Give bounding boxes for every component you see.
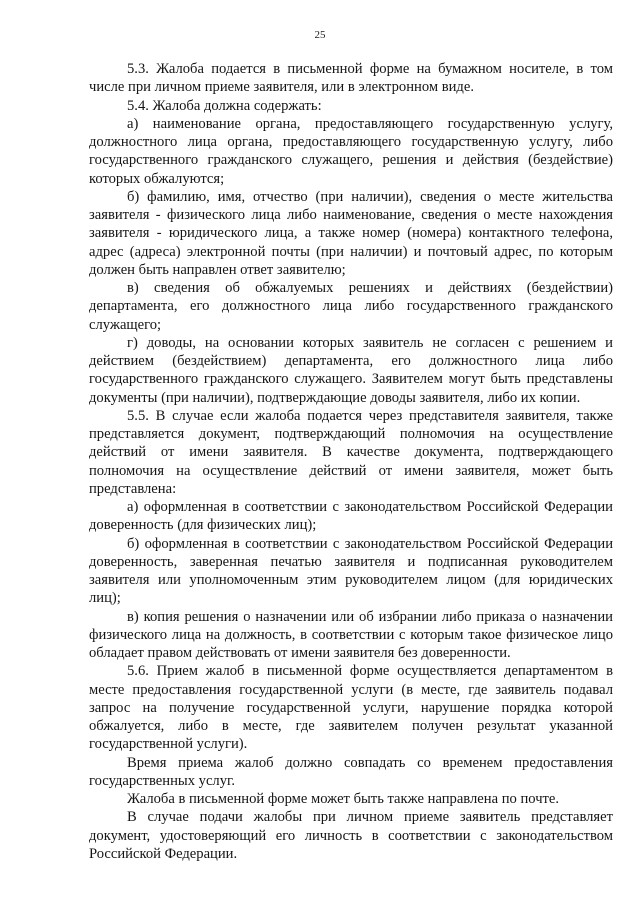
paragraph: б) оформленная в соответствии с законодательством Российской Федерации доверенность, заверенная печатью заявителя и подписанная руководителем заявителя или уполномоченным этим руководителем лицом (для юридических лиц); bbox=[89, 535, 613, 607]
paragraph: в) копия решения о назначении или об избрании либо приказа о назначении физического лица на должность, в соответствии с которым такое физическое лицо обладает правом действовать от имени заявителя без доверенности. bbox=[89, 608, 613, 661]
paragraph: Жалоба в письменной форме может быть также направлена по почте. bbox=[127, 791, 560, 807]
paragraph: а) наименование органа, предоставляющего государственную услугу, должностного лица органа, предоставляющего государственную услугу, либо государственного гражданского служащего, решения и действия (бездействие) которых обжалуются; bbox=[89, 115, 613, 187]
paragraph: 5.5. В случае если жалоба подается через представителя заявителя, также представляется документ, подтверждающий полномочия на осуществление действий от имени заявителя. В качестве документа, подтверждающего полномочия на осуществление действий от имени заявителя, может быть представлена: bbox=[89, 407, 613, 497]
paragraph: а) оформленная в соответствии с законодательством Российской Федерации доверенность (для физических лиц); bbox=[89, 499, 613, 534]
paragraph: В случае подачи жалобы при личном приеме заявитель представляет документ, удостоверяющий его личность в соответствии с законодательством Российской Федерации. bbox=[89, 809, 613, 862]
page-number: 25 bbox=[314, 29, 326, 41]
document-body bbox=[89, 60, 613, 863]
paragraph: г) доводы, на основании которых заявитель не согласен с решением и действием (бездействием) департамента, его должностного лица либо государственного гражданского служащего. Заявителем могут быть представлены документы (при наличии), подтверждающие доводы заявителя, либо их копии. bbox=[89, 334, 613, 406]
paragraph: Время приема жалоб должно совпадать со временем предоставления государственных услуг. bbox=[89, 754, 613, 789]
paragraph: в) сведения об обжалуемых решениях и действиях (бездействии) департамента, его должностного лица либо государственного гражданского служащего; bbox=[89, 280, 613, 333]
paragraph: б) фамилию, имя, отчество (при наличии), сведения о месте жительства заявителя - физического лица либо наименование, сведения о месте нахождения заявителя - юридического лица, а также номер (номера) контактного телефона, адрес (адреса) электронной почты (при наличии) и почтовый адрес, по которым должен быть направлен ответ заявителю; bbox=[89, 188, 613, 278]
paragraph: 5.6. Прием жалоб в письменной форме осуществляется департаментом в месте предоставления государственной услуги (в месте, где заявитель подавал запрос на получение государственной услуги, нарушение порядка которой обжалуется, либо в месте, где заявителем получен результат указанной государственной услуги). bbox=[89, 663, 613, 753]
paragraph: 5.4. Жалоба должна содержать: bbox=[127, 97, 322, 114]
paragraph: 5.3. Жалоба подается в письменной форме на бумажном носителе, в том числе при личном приеме заявителя, или в электронном виде. bbox=[89, 61, 613, 96]
